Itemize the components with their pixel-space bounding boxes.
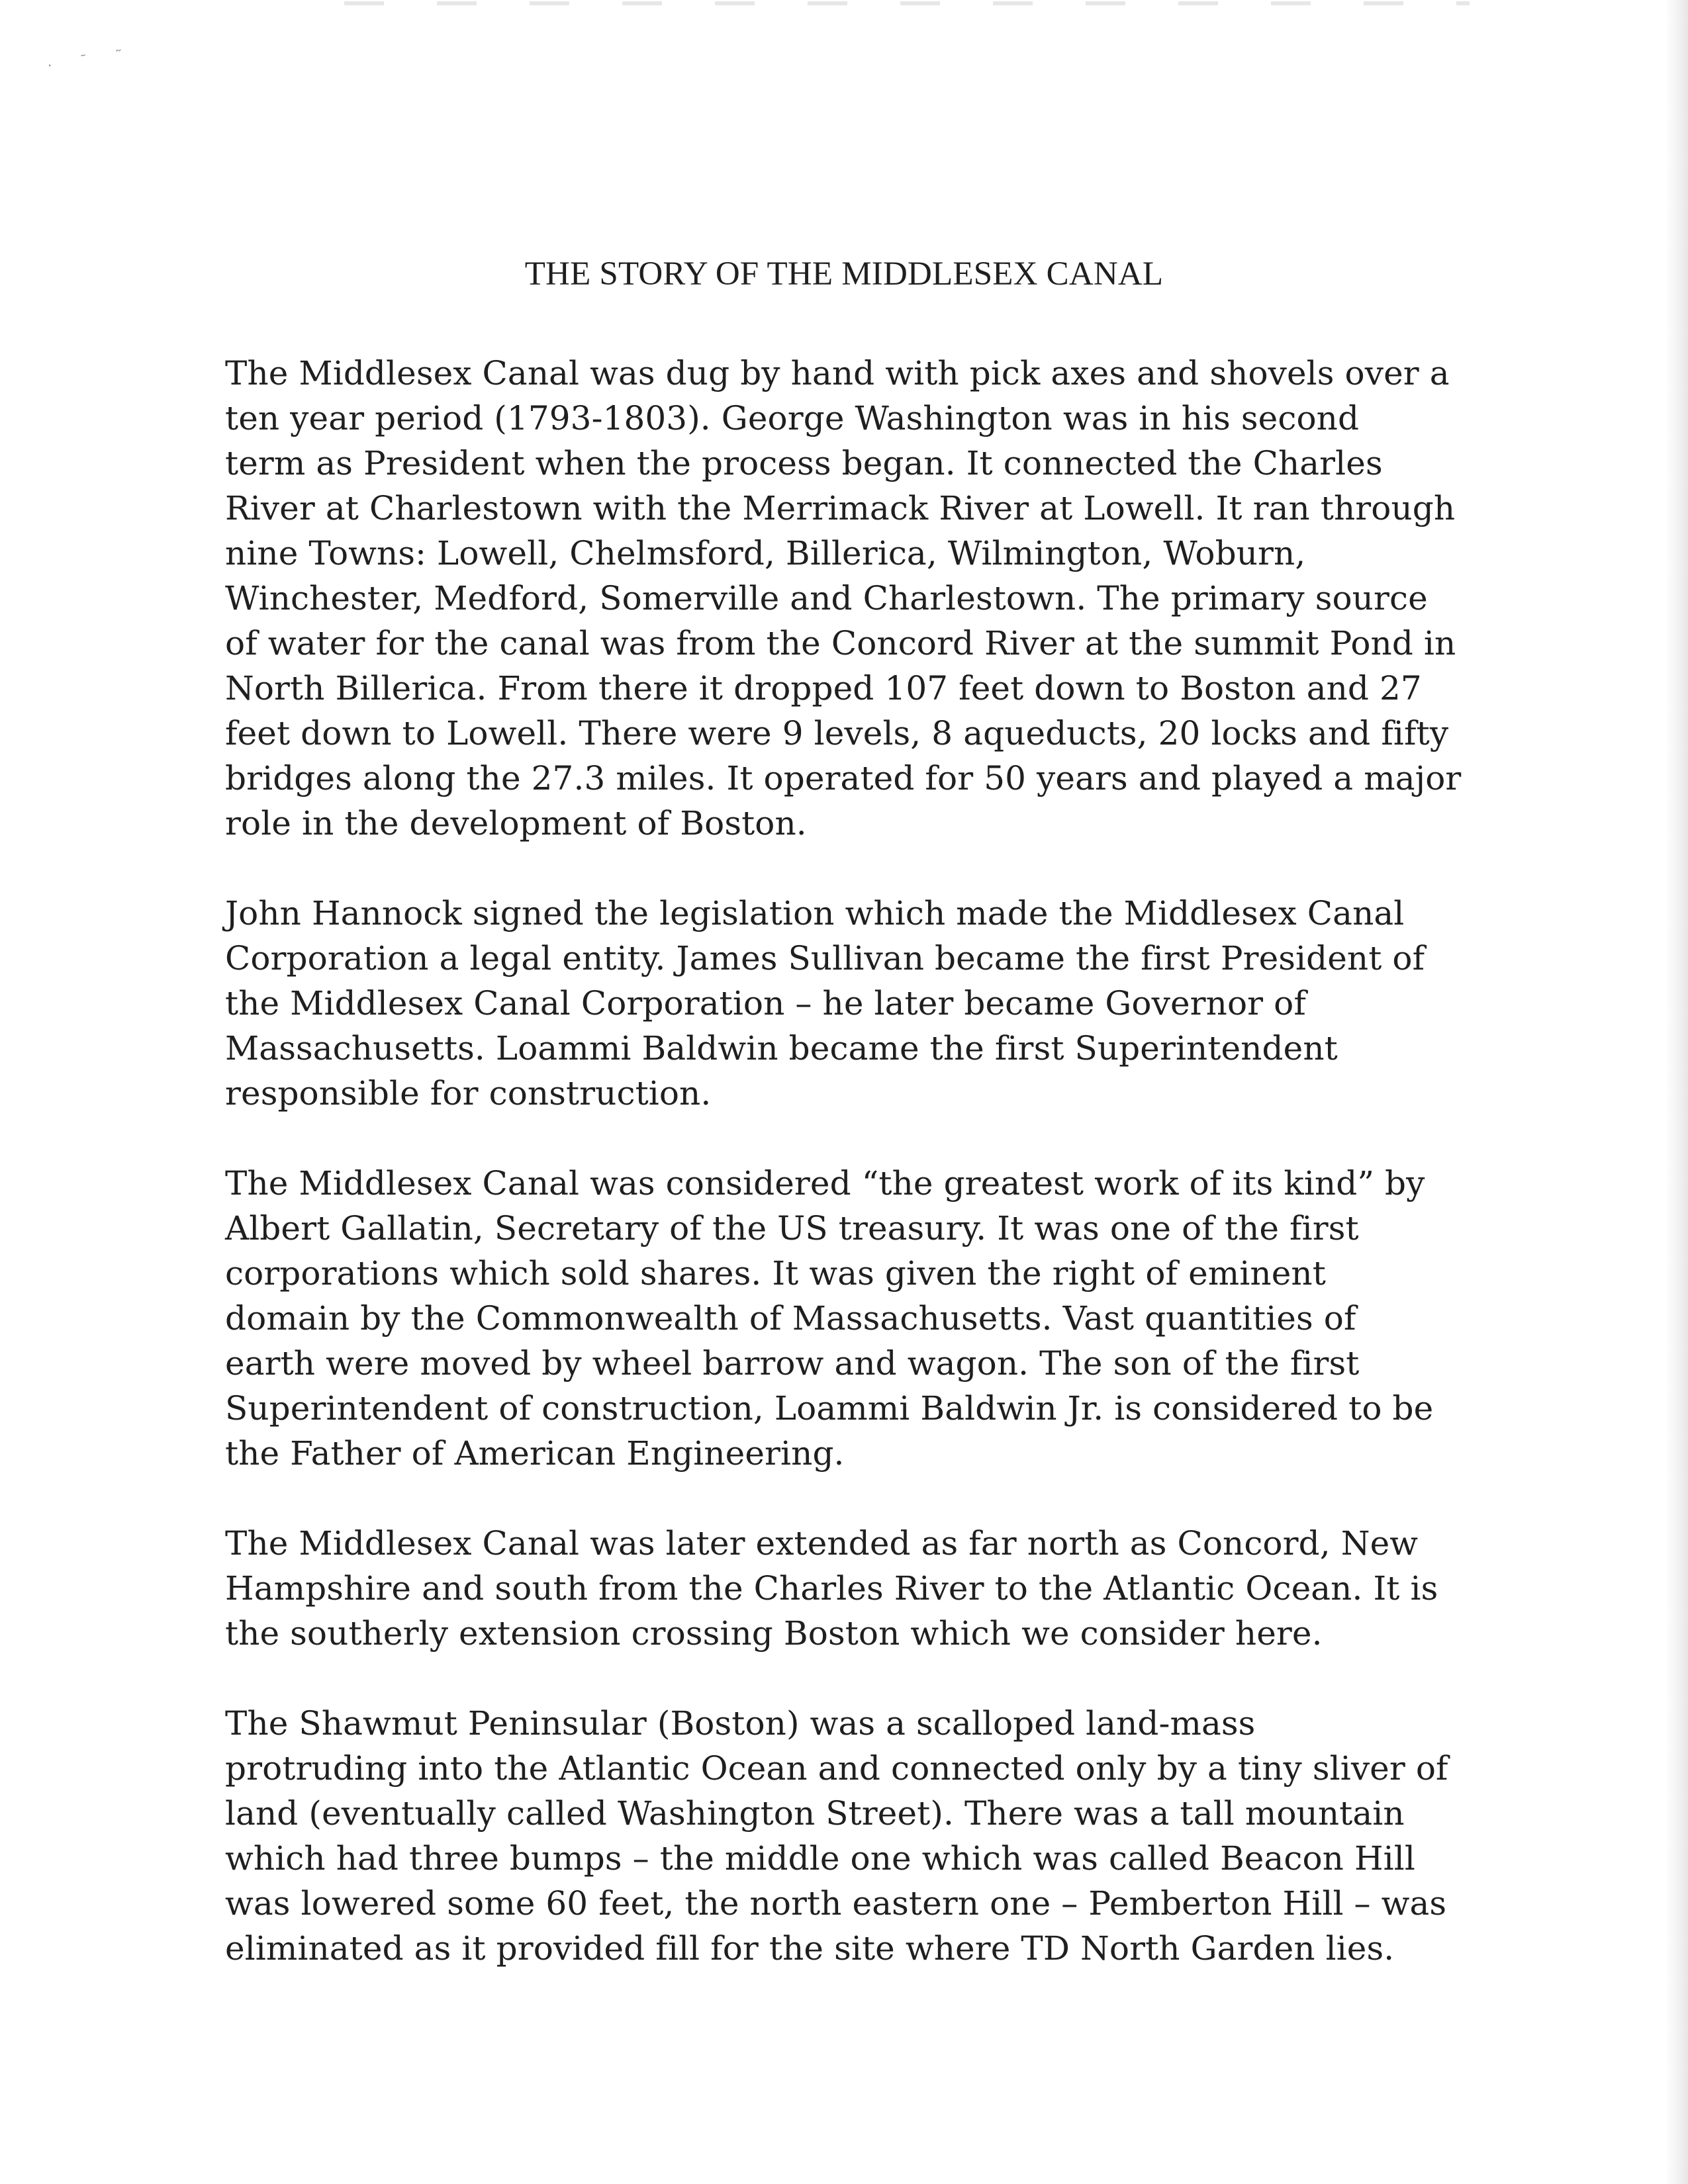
scan-artifact-marks: · ˉ ˜ (46, 46, 136, 75)
paragraph-line: protruding into the Atlantic Ocean and connected only by a tiny sliver of (225, 1749, 1448, 1788)
scan-edge-shadow (1665, 0, 1688, 2184)
paragraph-line: land (eventually called Washington Street). There was a tall mountain (225, 1794, 1405, 1833)
paragraph-line: the Father of American Engineering. (225, 1434, 845, 1473)
paragraph-line: domain by the Commonwealth of Massachusetts. Vast quantities of (225, 1299, 1356, 1338)
document-title: THE STORY OF THE MIDDLESEX CANAL (524, 255, 1164, 293)
paragraph-line: was lowered some 60 feet, the north eastern one – Pemberton Hill – was (225, 1884, 1447, 1923)
paragraph-line: River at Charlestown with the Merrimack River at Lowell. It ran through (225, 489, 1456, 527)
paragraph-3 (225, 1161, 1470, 1476)
paragraph-line: Superintendent of construction, Loammi Baldwin Jr. is considered to be (225, 1389, 1434, 1428)
paragraph-line: Hampshire and south from the Charles River to the Atlantic Ocean. It is (225, 1569, 1438, 1608)
paragraph-line: bridges along the 27.3 miles. It operated for 50 years and played a major (225, 759, 1462, 797)
paragraph-1 (225, 351, 1470, 846)
paragraph-line: corporations which sold shares. It was given the right of eminent (225, 1254, 1326, 1293)
paragraph-5 (225, 1701, 1470, 1971)
paragraph-2 (225, 891, 1470, 1116)
paragraph-line: The Middlesex Canal was dug by hand with pick axes and shovels over a (225, 354, 1450, 392)
paragraph-line: Massachusetts. Loammi Baldwin became the first Superintendent (225, 1029, 1338, 1068)
paragraph-line: earth were moved by wheel barrow and wagon. The son of the first (225, 1344, 1360, 1383)
paragraph-line: nine Towns: Lowell, Chelmsford, Billerica, Wilmington, Woburn, (225, 534, 1306, 572)
paragraph-line: Winchester, Medford, Somerville and Charlestown. The primary source (225, 579, 1428, 617)
paragraph-line: John Hannock signed the legislation which made the Middlesex Canal (225, 894, 1405, 933)
paragraph-line: of water for the canal was from the Concord River at the summit Pond in (225, 624, 1456, 662)
paragraph-line: The Middlesex Canal was considered “the greatest work of its kind” by (225, 1164, 1425, 1203)
paragraph-line: eliminated as it provided fill for the site where TD North Garden lies. (225, 1929, 1395, 1968)
paragraph-line: The Middlesex Canal was later extended as far north as Concord, New (225, 1524, 1419, 1563)
paragraph-line: term as President when the process began. It connected the Charles (225, 444, 1383, 482)
paragraph-line: North Billerica. From there it dropped 107 feet down to Boston and 27 (225, 669, 1422, 707)
paragraph-line: the Middlesex Canal Corporation – he later became Governor of (225, 984, 1306, 1023)
paragraph-line: the southerly extension crossing Boston which we consider here. (225, 1614, 1323, 1653)
paragraph-4 (225, 1521, 1470, 1656)
document-body (225, 351, 1470, 2016)
paragraph-line: feet down to Lowell. There were 9 levels, 8 aqueducts, 20 locks and fifty (225, 714, 1449, 752)
paragraph-line: The Shawmut Peninsular (Boston) was a scalloped land-mass (225, 1704, 1256, 1743)
paragraph-line: Corporation a legal entity. James Sullivan became the first President of (225, 939, 1425, 978)
paragraph-line: role in the development of Boston. (225, 804, 807, 842)
paragraph-line: which had three bumps – the middle one which was called Beacon Hill (225, 1839, 1415, 1878)
scan-artifact-top (344, 1, 1470, 5)
paragraph-line: Albert Gallatin, Secretary of the US treasury. It was one of the first (225, 1209, 1359, 1248)
paragraph-line: ten year period (1793-1803). George Washington was in his second (225, 399, 1360, 437)
paragraph-line: responsible for construction. (225, 1074, 712, 1113)
